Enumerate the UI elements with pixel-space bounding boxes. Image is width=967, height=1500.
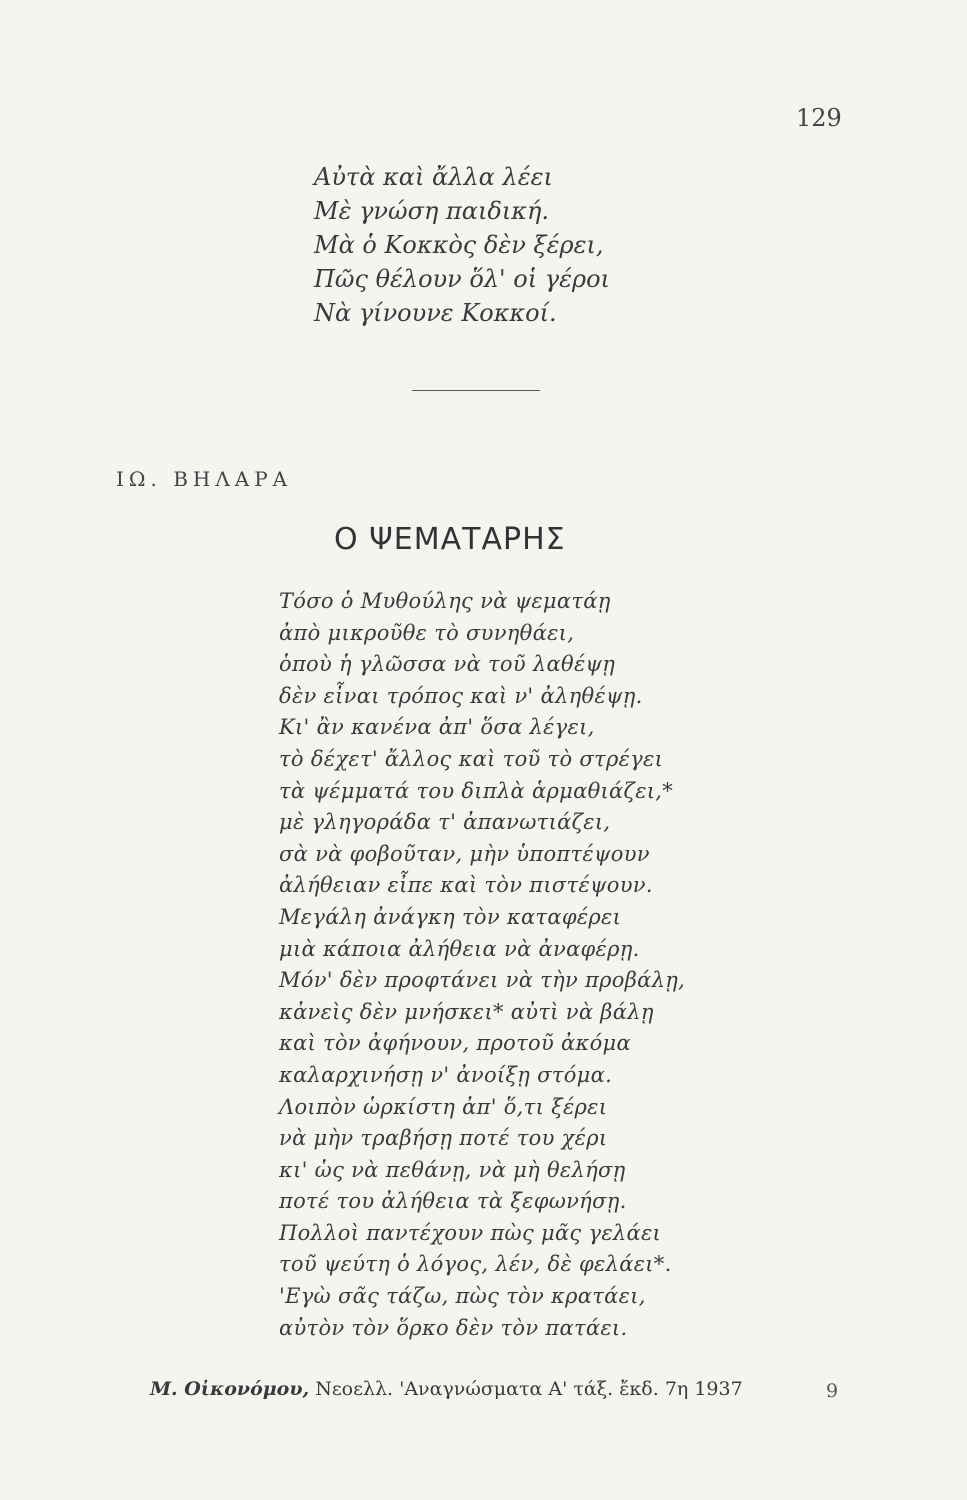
verse-line: Κι' ἂν κανένα ἀπ' ὅσα λέγει, bbox=[279, 715, 595, 740]
verse-line: Νὰ γίνουνε Κοκκοί. bbox=[314, 299, 557, 327]
verse-line: 'Εγὼ σᾶς τάζω, πὼς τὸν κρατάει, bbox=[279, 1284, 646, 1309]
verse-line: Μεγάλη ἀνάγκη τὸν καταφέρει bbox=[279, 904, 622, 929]
verse-line: μὲ γληγοράδα τ' ἀπανωτιάζει, bbox=[279, 810, 611, 835]
poem-ending-stanza bbox=[314, 160, 610, 330]
verse-line: Πῶς θέλουν ὅλ' οἱ γέροι bbox=[314, 265, 610, 293]
verse-line: καὶ τὸν ἀφήνουν, προτοῦ ἀκόμα bbox=[279, 1031, 631, 1056]
verse-line: ἀπὸ μικροῦθε τὸ συνηθάει, bbox=[279, 620, 575, 645]
verse-line: νὰ μὴν τραβήσῃ ποτέ του χέρι bbox=[279, 1126, 608, 1151]
verse-line: κι' ὡς νὰ πεθάνῃ, νὰ μὴ θελήσῃ bbox=[279, 1157, 626, 1182]
verse-line: μιὰ κάποια ἀλήθεια νὰ ἀναφέρῃ. bbox=[279, 936, 640, 961]
verse-line: ἀλήθειαν εἶπε καὶ τὸν πιστέψουν. bbox=[279, 873, 653, 898]
poem-body bbox=[279, 586, 685, 1344]
footer-editor: Μ. Οἰκονόμου, bbox=[150, 1378, 310, 1400]
verse-line: τὸ δέχετ' ἄλλος καὶ τοῦ τὸ στρέγει bbox=[279, 746, 664, 771]
verse-line: σὰ νὰ φοβοῦταν, μὴν ὑποπτέψουν bbox=[279, 841, 650, 866]
section-divider bbox=[412, 390, 540, 391]
verse-line: Μὲ γνώση παιδική. bbox=[314, 197, 549, 225]
verse-line: ποτέ του ἀλήθεια τὰ ξεφωνήσῃ. bbox=[279, 1189, 627, 1214]
verse-line: κἀνεὶς δὲν μνήσκει* αὐτὶ νὰ βάλῃ bbox=[279, 999, 654, 1024]
verse-line: Μόν' δὲν προφτάνει νὰ τὴν προβάλῃ, bbox=[279, 968, 686, 993]
verse-line: καλαρχινήσῃ ν' ἀνοίξῃ στόμα. bbox=[279, 1062, 613, 1087]
verse-line: τὰ ψέμματά του διπλὰ ἁρμαθιάζει,* bbox=[279, 778, 674, 803]
verse-line: Αὐτὰ καὶ ἄλλα λέει bbox=[314, 163, 553, 191]
verse-line: τοῦ ψεύτη ὁ λόγος, λέν, δὲ φελάει*. bbox=[279, 1252, 672, 1277]
verse-line: ὁποὺ ἡ γλῶσσα νὰ τοῦ λαθέψῃ bbox=[279, 652, 616, 677]
page-footer bbox=[150, 1378, 743, 1400]
verse-line: Τόσο ὁ Μυθούλης νὰ ψεματάῃ bbox=[279, 589, 611, 613]
verse-line: αὐτὸν τὸν ὅρκο δὲν τὸν πατάει. bbox=[279, 1315, 628, 1340]
poem-title: Ο ΨΕΜΑΤΑΡΗΣ bbox=[334, 522, 566, 557]
footer-book-title: Νεοελλ. 'Αναγνώσματα Α' τάξ. ἔκδ. 7η 1937 bbox=[315, 1378, 743, 1400]
author-name: ΙΩ. ΒΗΛΑΡΑ bbox=[116, 467, 293, 491]
verse-line: Λοιπὸν ὡρκίστη ἀπ' ὅ,τι ξέρει bbox=[279, 1094, 608, 1119]
verse-line: Πολλοὶ παντέχουν πὼς μᾶς γελάει bbox=[279, 1220, 662, 1245]
signature-mark: 9 bbox=[826, 1380, 839, 1402]
verse-line: δὲν εἶναι τρόπος καὶ ν' ἀληθέψῃ. bbox=[279, 683, 643, 708]
page-number: 129 bbox=[796, 104, 842, 132]
verse-line: Μὰ ὁ Κοκκὸς δὲν ξέρει, bbox=[314, 231, 604, 259]
